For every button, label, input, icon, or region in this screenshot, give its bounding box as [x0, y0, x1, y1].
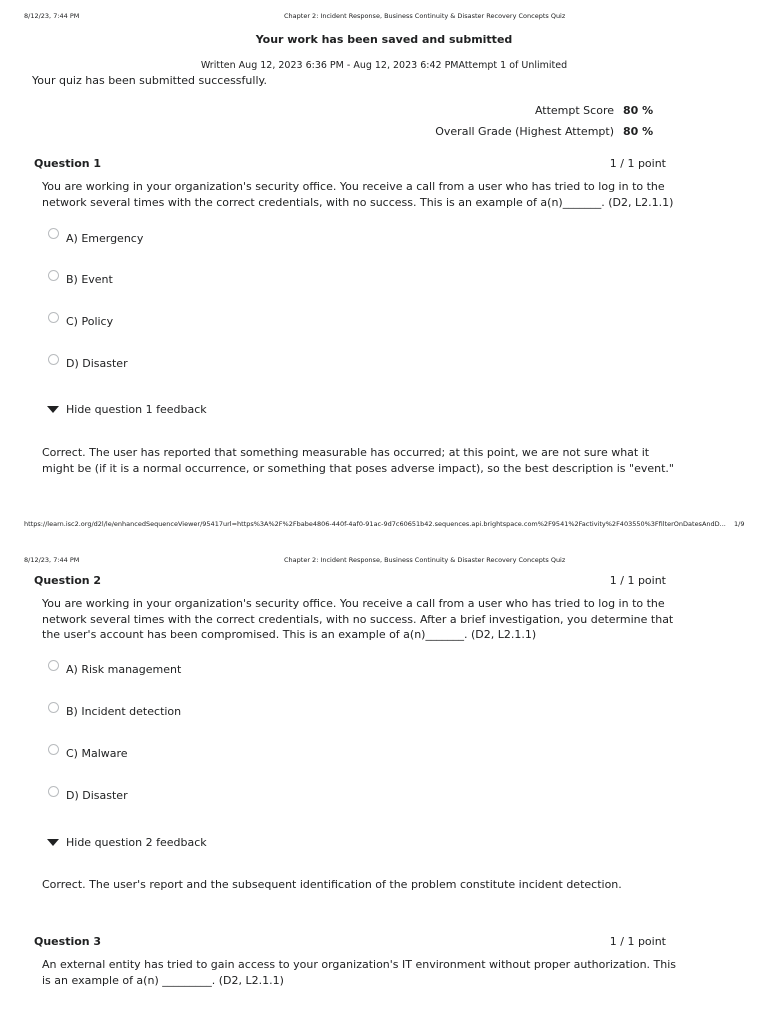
overall-grade-label: Overall Grade (Highest Attempt) [435, 125, 614, 138]
question-text: An external entity has tried to gain access to your organization's IT environment without proper authorization. This is an example of a(n) _________. (D2, L2.1.1) [42, 958, 677, 987]
radio-option-a[interactable] [48, 228, 59, 239]
feedback-toggle-label: Hide question 2 feedback [66, 836, 207, 849]
caret-down-icon [47, 839, 59, 846]
feedback-toggle-label: Hide question 1 feedback [66, 403, 207, 416]
print-title: Chapter 2: Incident Response, Business Continuity & Disaster Recovery Concepts Quiz [284, 12, 566, 20]
question-points: 1 / 1 point [609, 574, 666, 587]
footer-url: https://learn.isc2.org/d2l/le/enhancedSequenceViewer/95417url=https%3A%2F%2Fbabe4806-440f-4af0-91ac-9d7c60651b42.sequences.api.brightspace.com%2F9541%2Factivity%2F403550%3FfilterOnDatesAndD... [24, 520, 726, 528]
print-title: Chapter 2: Incident Response, Business Continuity & Disaster Recovery Concepts Quiz [284, 556, 566, 564]
option-label: A) Emergency [66, 232, 144, 245]
print-date: 8/12/23, 7:44 PM [24, 12, 80, 20]
option-label: C) Policy [66, 315, 114, 328]
radio-option-a[interactable] [48, 660, 59, 671]
question-title: Question 2 [34, 574, 102, 587]
attempt-meta [0, 60, 768, 71]
option-label: C) Malware [66, 747, 128, 760]
question-points: 1 / 1 point [609, 157, 666, 170]
radio-option-d[interactable] [48, 786, 59, 797]
option-label: A) Risk management [66, 663, 182, 676]
attempt-info: Attempt 1 of Unlimited [458, 60, 568, 71]
question-text: You are working in your organization's security office. You receive a call from a user who has tried to log in to the network several times with the correct credentials, with no success. This is an example of a(n)_______. (D2, L2.1.1) [42, 180, 674, 209]
feedback-text: Correct. The user has reported that something measurable has occurred; at this point, we are not sure what it might be (if it is a normal occurrence, or something that poses adverse impact), so the best description is "event." [42, 446, 674, 475]
radio-option-d[interactable] [48, 354, 59, 365]
radio-option-c[interactable] [48, 312, 59, 323]
question-text: You are working in your organization's security office. You receive a call from a user who has tried to log in to the network several times with the correct credentials, with no success. After a brief investigation, you determine that the user's account has been compromised. This is an example of a(n)_______. (D2, L2.1.1) [42, 597, 674, 641]
radio-option-c[interactable] [48, 744, 59, 755]
option-label: B) Incident detection [66, 705, 182, 718]
question-points: 1 / 1 point [609, 935, 666, 948]
radio-option-b[interactable] [48, 702, 59, 713]
question-title: Question 3 [34, 935, 102, 948]
option-label: D) Disaster [66, 357, 128, 370]
question-title: Question 1 [34, 157, 102, 170]
radio-option-b[interactable] [48, 270, 59, 281]
option-label: D) Disaster [66, 789, 128, 802]
option-label: B) Event [66, 273, 113, 286]
caret-down-icon [47, 406, 59, 413]
written-info: Written Aug 12, 2023 6:36 PM - Aug 12, 2023 6:42 PM [200, 60, 459, 71]
attempt-score-label: Attempt Score [534, 104, 614, 117]
attempt-score-value: 80 % [623, 104, 654, 117]
feedback-text: Correct. The user's report and the subsequent identification of the problem constitute incident detection. [42, 878, 622, 891]
overall-grade-value: 80 % [623, 125, 654, 138]
success-message: Your quiz has been submitted successfully. [32, 74, 267, 87]
footer-page-number: 1/9 [734, 520, 745, 528]
submitted-heading: Your work has been saved and submitted [255, 33, 513, 46]
print-date: 8/12/23, 7:44 PM [24, 556, 80, 564]
